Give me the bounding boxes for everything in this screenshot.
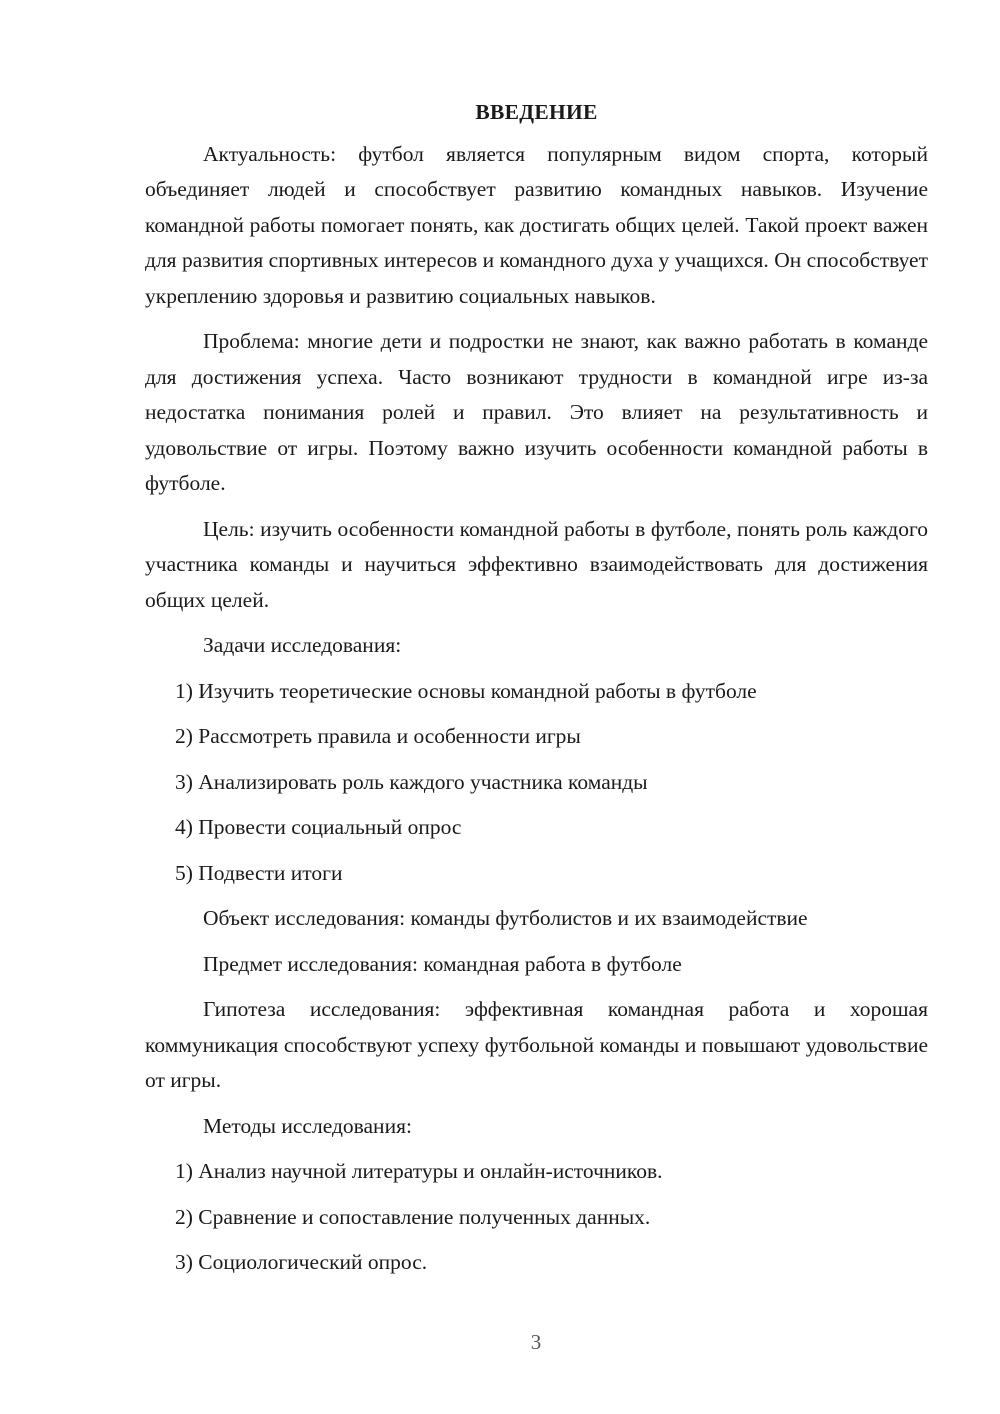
method-item-3: 3) Социологический опрос. <box>175 1250 428 1274</box>
method-item-2: 2) Сравнение и сопоставление полученных данных. <box>175 1204 651 1229</box>
relevance-paragraph: Актуальность: футбол является популярным видом спорта, который объединяет людей и способствует развитию командных навыков. Изучение командной работы помогает понять, как достигать общих целей. Такой проект важен для развития спортивных интересов и командного духа у учащихся. Он способствует укреплению здоровья и развитию социальных навыков. <box>145 141 928 308</box>
problem-paragraph: Проблема: многие дети и подростки не знают, как важно работать в команде для достижения успеха. Часто возникают трудности в командной игре из-за недостатка понимания ролей и правил. Это влияет на результативность и удовольствие от игры. Поэтому важно изучить особенности командной работы в футболе. <box>145 329 928 495</box>
task-item-4: 4) Провести социальный опрос <box>175 815 462 839</box>
method-item-1: 1) Анализ научной литературы и онлайн-источников. <box>175 1159 663 1183</box>
section-title: ВВЕДЕНИЕ <box>475 100 598 124</box>
task-item-5: 5) Подвести итоги <box>175 860 343 885</box>
tasks-heading: Задачи исследования: <box>203 633 402 657</box>
task-item-3: 3) Анализировать роль каждого участника команды <box>175 769 648 794</box>
page-number: 3 <box>530 1330 542 1354</box>
research-object: Объект исследования: команды футболистов и их взаимодействие <box>203 906 808 930</box>
hypothesis-paragraph: Гипотеза исследования: эффективная командная работа и хорошая коммуникация способствуют успеху футбольной команды и повышают удовольствие от игры. <box>145 997 928 1092</box>
task-item-1: 1) Изучить теоретические основы командной работы в футболе <box>175 678 757 703</box>
task-item-2: 2) Рассмотреть правила и особенности игры <box>175 724 581 748</box>
research-subject: Предмет исследования: командная работа в футболе <box>203 951 682 976</box>
methods-heading: Методы исследования: <box>203 1113 412 1138</box>
goal-paragraph: Цель: изучить особенности командной работы в футболе, понять роль каждого участника команды и научиться эффективно взаимодействовать для достижения общих целей. <box>145 516 928 612</box>
document-page <box>145 95 928 1291</box>
